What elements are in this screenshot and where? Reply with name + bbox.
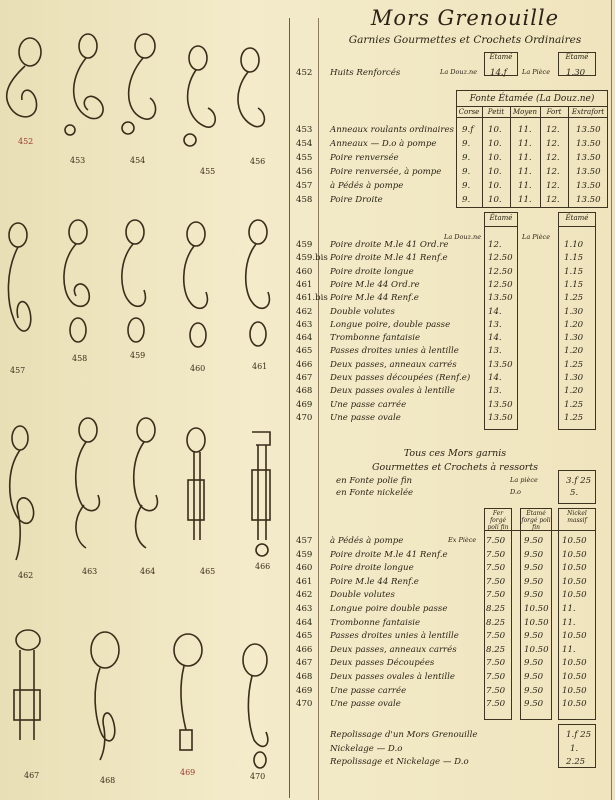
table-row (296, 563, 606, 577)
column-header: Fer forgé poli fin (487, 510, 509, 531)
price: 12. (546, 195, 560, 205)
table-row (296, 167, 611, 181)
item-description: Poire droite longue (330, 266, 414, 277)
figure-number: 457 (10, 366, 26, 375)
item-description: Longue poire, double passe (330, 319, 451, 330)
table-row (296, 631, 606, 645)
item-number: 459 (296, 240, 313, 250)
price: 9.50 (524, 536, 544, 546)
item-description: Passes droites unies à lentille (330, 346, 459, 357)
item-number: 470 (296, 699, 313, 710)
price: 14. (488, 333, 502, 344)
item-description: Poire droite longue (330, 563, 414, 574)
bit-455-drawing (184, 46, 215, 146)
item-number: 459.bis (296, 253, 328, 264)
item-number: 465 (296, 631, 313, 642)
price: 11. (518, 167, 532, 177)
price: 7.50 (486, 590, 506, 601)
figure-number: 453 (70, 156, 86, 165)
item-number: 457 (296, 181, 313, 191)
price: 11. (518, 181, 532, 191)
bit-452-drawing (7, 38, 41, 117)
figure-number: 469 (180, 768, 196, 777)
price: 9.50 (524, 576, 544, 587)
price: 10. (488, 167, 502, 177)
price: 1.20 (564, 346, 584, 357)
table-row (296, 645, 606, 659)
price: 12. (546, 139, 560, 149)
table-row (296, 346, 606, 360)
unit-label: La Pièce (522, 68, 551, 76)
figure-number: 465 (200, 567, 216, 576)
bit-464-drawing (134, 418, 158, 548)
column-header: Nickel massif (567, 510, 587, 524)
price: 9. (462, 181, 471, 191)
price: 7.50 (486, 536, 506, 546)
table-row (296, 577, 606, 591)
price: 13.50 (576, 167, 601, 177)
item-number: 469 (296, 399, 313, 410)
item-number: 458 (296, 195, 313, 205)
item-number: 462 (296, 590, 313, 601)
price: 1.20 (564, 319, 584, 330)
price: 13. (488, 319, 502, 330)
price: 5. (570, 488, 579, 498)
unit-label: La Douz.ne (444, 233, 482, 241)
price: 1.25 (564, 399, 584, 410)
table-row (296, 604, 606, 618)
table-row (296, 240, 606, 254)
item-description: en Fonte nickelée (336, 488, 414, 498)
price: 9.50 (524, 658, 544, 669)
table-row (296, 68, 606, 82)
item-description: Huits Renforcés (330, 68, 401, 78)
figure-number: 460 (190, 364, 206, 373)
price: 1.f 25 (566, 730, 592, 740)
table-row (296, 536, 606, 550)
bits-drawing (0, 0, 290, 800)
bit-463-drawing (76, 418, 100, 548)
bit-462-drawing (10, 426, 34, 560)
column-header: Fort (546, 108, 562, 116)
price: 12.50 (488, 253, 513, 264)
bit-467-drawing (14, 630, 40, 740)
price: 10.50 (562, 685, 587, 696)
price: 13. (488, 386, 502, 397)
price: 9.50 (524, 631, 544, 642)
item-description: Passes droites unies à lentille (330, 631, 459, 642)
price: 2.25 (566, 757, 586, 767)
table-row (296, 125, 611, 139)
item-description: Deux passes découpées (Renf.e) (330, 373, 471, 383)
item-number: 460 (296, 266, 313, 277)
item-description: Anneaux — D.o à pompe (330, 139, 437, 149)
item-description: Deux passes ovales à lentille (330, 386, 455, 397)
item-description: Longue poire double passe (330, 604, 448, 614)
price: 7.50 (486, 658, 506, 669)
item-description: Trombonne fantaisie (330, 333, 421, 344)
bit-456-drawing (238, 48, 264, 127)
price: 9.50 (524, 563, 544, 574)
item-description: Une passe carrée (330, 399, 407, 410)
price: 9. (462, 195, 471, 205)
table-row (296, 757, 596, 771)
price: 1.25 (564, 412, 584, 423)
price: 13.50 (488, 293, 513, 304)
bit-469-drawing (174, 634, 202, 750)
price: 1.15 (564, 266, 584, 277)
price: 1.25 (564, 359, 584, 370)
price: 11. (562, 617, 576, 628)
price: 13.50 (576, 139, 601, 149)
price: 9.50 (524, 699, 544, 710)
group-header: Fonte Étamée (La Douz.ne) (469, 94, 595, 104)
item-number: 460 (296, 563, 313, 574)
table-row (296, 413, 606, 427)
table-row (296, 686, 606, 700)
price: 10.50 (562, 563, 587, 574)
price: 14.f (490, 68, 507, 78)
price: 11. (562, 644, 576, 655)
price: 7.50 (486, 631, 506, 642)
table-row (296, 400, 606, 414)
figure-number: 461 (252, 362, 268, 371)
table-row (296, 333, 606, 347)
item-number: 461.bis (296, 293, 328, 304)
price: 9.50 (524, 672, 544, 682)
price: 9. (462, 139, 471, 149)
bit-453-drawing (65, 34, 103, 135)
price: 10.50 (524, 604, 549, 614)
column-header: Corse (458, 108, 480, 116)
item-number: 461 (296, 279, 313, 290)
item-number: 455 (296, 153, 313, 163)
column-header: Étamé (565, 53, 589, 61)
price: 10.50 (562, 658, 587, 669)
item-number: 466 (296, 359, 313, 370)
item-description: en Fonte polie fin (336, 476, 413, 486)
bit-458-drawing (64, 220, 89, 342)
item-description: à Pédés à pompe (330, 181, 404, 191)
price: 10.50 (562, 590, 587, 601)
price: 10.50 (524, 617, 549, 628)
item-number: 459 (296, 549, 313, 560)
page-edge (611, 0, 612, 800)
price: 13.50 (576, 181, 601, 191)
price: 13.50 (576, 153, 601, 163)
price: 10.50 (562, 536, 587, 546)
price: 9.50 (524, 590, 544, 601)
item-number: 466 (296, 644, 313, 655)
bit-457-drawing (8, 223, 30, 331)
item-description: Poire droite M.le 41 Ord.re (330, 240, 449, 250)
price: 7.50 (486, 685, 506, 696)
price: 9. (462, 153, 471, 163)
price: 10. (488, 195, 502, 205)
bit-459-drawing (122, 220, 146, 342)
table-row (296, 386, 606, 400)
price: 7.50 (486, 672, 506, 682)
price: 10.50 (562, 576, 587, 587)
item-description: à Pédés à pompe (330, 536, 404, 546)
item-number: 453 (296, 125, 313, 135)
item-description: Repolissage et Nickelage — D.o (330, 757, 469, 767)
price: 8.25 (486, 644, 506, 655)
bit-461-drawing (246, 220, 270, 346)
figure-number: 454 (130, 156, 146, 165)
grid-line (484, 226, 518, 227)
price: 11. (562, 604, 576, 614)
price: 1.25 (564, 293, 584, 304)
price: 7.50 (486, 549, 506, 560)
column-header: Petit (487, 108, 505, 116)
table-row (296, 195, 611, 209)
table-row (296, 658, 606, 672)
item-description: Deux passes, anneaux carrés (330, 644, 457, 655)
price: 13.50 (488, 399, 513, 410)
item-description: Poire M.le 44 Renf.e (330, 576, 419, 587)
page-title: Mors Grenouille (370, 6, 560, 30)
price: 1.30 (564, 373, 584, 383)
table-row (296, 550, 606, 564)
price: 1.10 (564, 240, 584, 250)
item-description: Deux passes ovales à lentille (330, 672, 455, 682)
price: 12. (546, 181, 560, 191)
price: 9.f (462, 125, 474, 135)
price: 9.50 (524, 685, 544, 696)
price: 13.50 (576, 125, 601, 135)
price: 11. (518, 139, 532, 149)
column-header: Moyen (513, 108, 537, 116)
item-description: Poire M.le 44 Ord.re (330, 279, 420, 290)
section-title: Tous ces Mors garnis (403, 448, 507, 459)
bit-470-drawing (243, 644, 268, 768)
table-row (296, 153, 611, 167)
price: 12. (488, 240, 502, 250)
grid-line (456, 117, 608, 118)
price: 12. (546, 167, 560, 177)
price: 10. (488, 125, 502, 135)
item-number: 468 (296, 386, 313, 397)
item-number: 464 (296, 617, 313, 628)
figure-number: 468 (100, 776, 116, 785)
figure-number: 459 (130, 351, 146, 360)
item-number: 468 (296, 672, 313, 682)
unit-label: La Douz.ne (440, 68, 478, 76)
item-description: Une passe ovale (330, 699, 401, 710)
figure-number: 456 (250, 157, 266, 166)
price: 12.50 (488, 279, 513, 290)
figure-number: 463 (82, 567, 98, 576)
price: 10.50 (562, 672, 587, 682)
page-subtitle: Garnies Gourmettes et Crochets Ordinaires (348, 34, 582, 46)
price: 11. (518, 153, 532, 163)
column-header: Étamé forgé poli fin (521, 510, 551, 531)
item-number: 464 (296, 333, 313, 344)
figure-number: 467 (24, 771, 40, 780)
price: 9.50 (524, 549, 544, 560)
item-description: Double volutes (330, 306, 395, 317)
bit-454-drawing (122, 34, 156, 134)
item-description: Une passe ovale (330, 412, 401, 423)
grid-line (558, 226, 596, 227)
price: 1.20 (564, 386, 584, 397)
price: 10.50 (524, 644, 549, 655)
table-row (296, 672, 606, 686)
price: 10. (488, 153, 502, 163)
item-number: 470 (296, 412, 313, 423)
item-description: Deux passes Découpées (330, 658, 435, 669)
price: 14. (488, 373, 502, 383)
column-header: Extrafort (571, 108, 605, 116)
price: 3.f 25 (566, 476, 592, 486)
item-description: Trombonne fantaisie (330, 617, 421, 628)
table-row (296, 267, 606, 281)
item-number: 467 (296, 658, 313, 669)
table-row (296, 293, 606, 307)
unit-label: La pièce (510, 476, 538, 484)
item-description: Repolissage d'un Mors Grenouille (330, 730, 478, 740)
bit-466-drawing (252, 432, 270, 556)
unit-label: La Pièce (522, 233, 551, 241)
figure-number: 452 (18, 137, 34, 146)
price: 7.50 (486, 699, 506, 710)
table-row (296, 699, 606, 713)
bit-465-drawing (187, 428, 205, 540)
table-row (296, 488, 596, 502)
item-number: 469 (296, 685, 313, 696)
item-number: 457 (296, 536, 313, 546)
item-number: 456 (296, 167, 313, 177)
item-number: 465 (296, 346, 313, 357)
price: 8.25 (486, 604, 506, 614)
table-row (296, 590, 606, 604)
row-note: Ex Pièce (448, 536, 477, 544)
table-row (296, 373, 606, 387)
price: 1. (570, 744, 579, 754)
price: 1.30 (566, 68, 586, 78)
column-header: Étamé (489, 53, 513, 61)
item-number: 454 (296, 139, 313, 149)
item-number: 467 (296, 373, 313, 383)
price: 12.50 (488, 266, 513, 277)
price: 10. (488, 181, 502, 191)
figure-number: 455 (200, 167, 216, 176)
price: 1.15 (564, 279, 584, 290)
price: 12. (546, 153, 560, 163)
item-number: 463 (296, 604, 313, 614)
price: 11. (518, 125, 532, 135)
price: 10.50 (562, 631, 587, 642)
table-row (296, 744, 596, 758)
table-row (296, 730, 596, 744)
item-description: Double volutes (330, 590, 395, 601)
price: 1.15 (564, 253, 584, 264)
item-number: 463 (296, 319, 313, 330)
price: 10.50 (562, 699, 587, 710)
price: 10. (488, 139, 502, 149)
item-number: 452 (296, 68, 313, 78)
bit-460-drawing (184, 222, 208, 347)
grid-line (456, 106, 608, 107)
figure-number: 470 (250, 772, 266, 781)
section-title: Gourmettes et Crochets à ressorts (371, 462, 539, 473)
item-description: Une passe carrée (330, 685, 407, 696)
figure-number: 464 (140, 567, 156, 576)
price: 1.30 (564, 333, 584, 344)
price: 13.50 (488, 359, 513, 370)
figure-number: 466 (255, 562, 271, 571)
price: 13. (488, 346, 502, 357)
table-row (296, 280, 606, 294)
price: 13.50 (576, 195, 601, 205)
item-description: Poire renversée (330, 153, 399, 163)
figure-number: 458 (72, 354, 88, 363)
price: 11. (518, 195, 532, 205)
unit-label: D.o (510, 488, 521, 496)
table-row (296, 360, 606, 374)
item-description: Nickelage — D.o (330, 744, 403, 754)
table-row (296, 307, 606, 321)
table-row (296, 320, 606, 334)
bit-468-drawing (91, 632, 119, 760)
item-description: Poire droite M.le 41 Renf.e (330, 253, 448, 264)
column-header: Étamé (489, 214, 513, 222)
item-description: Deux passes, anneaux carrés (330, 359, 457, 370)
item-number: 461 (296, 576, 313, 587)
price: 12. (546, 125, 560, 135)
bit-illustrations (0, 0, 290, 800)
item-description: Poire renversée, à pompe (330, 167, 442, 177)
price: 10.50 (562, 549, 587, 560)
price: 14. (488, 306, 502, 317)
figure-number: 462 (18, 571, 34, 580)
item-description: Poire droite M.le 41 Renf.e (330, 549, 448, 560)
item-description: Anneaux roulants ordinaires (330, 125, 454, 135)
price: 7.50 (486, 576, 506, 587)
table-row (296, 253, 606, 267)
item-description: Poire Droite (330, 195, 383, 205)
price: 7.50 (486, 563, 506, 574)
price: 13.50 (488, 412, 513, 423)
price: 9. (462, 167, 471, 177)
column-header: Étamé (565, 214, 589, 222)
item-description: Poire M.le 44 Renf.e (330, 293, 419, 304)
table-row (296, 181, 611, 195)
table-row (296, 618, 606, 632)
table-row (296, 139, 611, 153)
price: 1.30 (564, 306, 584, 317)
item-number: 462 (296, 306, 313, 317)
price: 8.25 (486, 617, 506, 628)
